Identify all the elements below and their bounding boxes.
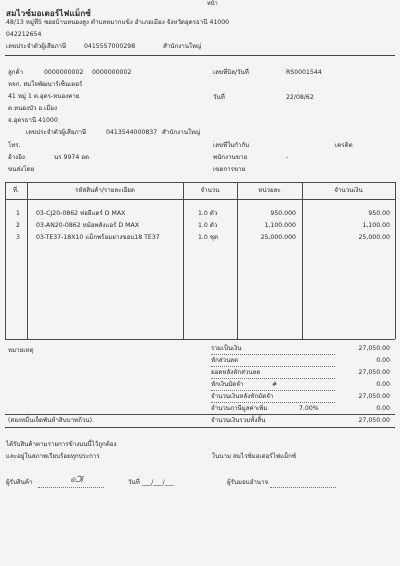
doc-number-label: เลขที่บิล/วันที่ <box>213 69 249 76</box>
doc-credit-label: เครดิต <box>335 142 353 149</box>
total-value-subtotal: 27,050.00 <box>358 345 390 352</box>
receiver-signature-line <box>38 487 104 488</box>
total-label-subtotal: รวมเป็นเงิน <box>211 345 242 352</box>
doc-due-label: เขตการขาย <box>213 166 246 173</box>
col-header-desc: รหัสสินค้า/รายละเอียด <box>75 187 135 194</box>
footer-note-2: และอยู่ในสภาพเรียบร้อยทุกประการ <box>6 453 100 460</box>
receiver-signature: ၜ౫ <box>70 474 83 485</box>
row-desc: 03-AN20-0862 หม้อพลังแอร์ D MAX <box>36 222 139 229</box>
company-tax-label: เลขประจำตัวผู้เสียภาษี <box>6 43 67 50</box>
col-header-unit: หน่วยละ <box>258 187 281 194</box>
authorized-signature-line <box>270 487 336 488</box>
receiver-date-label: วันที่ <box>128 479 140 486</box>
header-divider <box>5 55 395 56</box>
row-qty: 1.0 ชุด <box>198 234 219 241</box>
authorized-label: ผู้รับมอบอำนาจ <box>227 479 269 486</box>
row-no: 3 <box>16 234 20 241</box>
total-value-discount: 0.00 <box>376 357 390 364</box>
amount-in-words: (สองหมื่นเจ็ดพันห้าสิบบาทถ้วน). <box>8 417 94 424</box>
row-amount: 950.00 <box>368 210 390 217</box>
customer-name: หจก. สมใจพัฒนาร์เซ็นเตอร์ <box>8 81 83 88</box>
deposit-hash: # <box>272 381 278 388</box>
row-qty: 1.0 ตัว <box>198 222 218 229</box>
col-header-amount: จำนวนเงิน <box>334 187 363 194</box>
doc-date-label: วันที่ <box>213 94 225 101</box>
customer-tax-label: เลขประจำตัวผู้เสียภาษี <box>26 129 87 136</box>
footer-note-1: ได้รับสินค้าตามรายการข้างบนนี้ไว้ถูกต้อง <box>6 441 117 448</box>
customer-ref-label: อ้างอิง <box>8 154 25 161</box>
doc-salesman-label: พนักงานขาย <box>213 154 248 161</box>
total-label-after-discount: ยอดหลังหักส่วนลด <box>211 369 261 376</box>
customer-code-label: ลูกค้า <box>8 69 24 76</box>
col-header-no: ที่. <box>12 187 20 194</box>
doc-date: 22/08/62 <box>286 94 314 101</box>
company-address: 48/13 หมู่ที่5 ซอยบ้านหนองสูง ตำบลหมากแข้ง อำเภอเมือง จังหวัดอุดรธานี 41000 <box>6 19 230 26</box>
customer-code2: 0000000002 <box>92 69 132 76</box>
total-value-after-discount: 27,050.00 <box>358 369 390 376</box>
company-phone: 042212654 <box>6 31 42 38</box>
customer-tax-id: 0413544000837 <box>106 129 158 136</box>
vat-rate: 7.00% <box>299 405 319 412</box>
row-amount: 25,000.00 <box>358 234 390 241</box>
row-qty: 1.0 ตัว <box>198 210 218 217</box>
total-label-discount: หักส่วนลด <box>211 357 239 364</box>
total-label-vat: จำนวนภาษีมูลค่าเพิ่ม <box>211 405 268 412</box>
row-desc: 03-TE37-18X10 แม็กพร้อมยางขอบ18 TE37 <box>36 234 160 241</box>
row-amount: 1,100.00 <box>362 222 390 229</box>
doc-number: RS0001544 <box>286 69 322 76</box>
footer-company-line: ในนาม สมไวซ์มอเตอร์ไฟแม็กซ์ <box>212 453 297 460</box>
total-value-deposit: 0.00 <box>376 381 390 388</box>
receiver-label: ผู้รับสินค้า <box>6 479 33 486</box>
customer-address-1: 41 หมู่ 1 ต.อุดร-หนองคาย <box>8 93 80 100</box>
row-desc: 03-CJ20-0862 ท่อยีแดร์ D MAX <box>36 210 126 217</box>
total-label-grand: จำนวนเงินรวมทั้งสิ้น <box>211 417 266 424</box>
customer-ship-label: ขนส่งโดย <box>8 166 35 173</box>
company-tax-id: 0415557000298 <box>84 43 136 50</box>
customer-address-3: จ.อุดรธานี 41000 <box>8 117 58 124</box>
row-unit-price: 25,000.000 <box>260 234 296 241</box>
row-unit-price: 950.000 <box>270 210 296 217</box>
row-unit-price: 1,100.000 <box>264 222 296 229</box>
customer-ref-value: นร 9974 อด <box>54 154 89 161</box>
customer-phone-label: โทร. <box>8 142 21 149</box>
doc-taxinvoice-label: เลขที่ใบกำกับ <box>213 142 250 149</box>
total-label-after-deposit: จำนวนเงินหลังหักมัดจำ <box>211 393 274 400</box>
customer-code: 0000000002 <box>44 69 84 76</box>
total-value-vat: 0.00 <box>376 405 390 412</box>
receiver-date-blank: ___/___/___ <box>142 479 175 486</box>
col-header-qty: จำนวน <box>200 187 220 194</box>
company-name: สมไวซ์มอเตอร์ไฟแม็กซ์ <box>6 9 92 18</box>
customer-branch: สำนักงานใหญ่ <box>162 129 201 136</box>
total-value-grand: 27,050.00 <box>358 417 390 424</box>
row-no: 2 <box>16 222 20 229</box>
total-value-after-deposit: 27,050.00 <box>358 393 390 400</box>
remark-label: หมายเหตุ <box>8 347 34 354</box>
page-mark: หน้า <box>207 1 218 7</box>
company-branch: สำนักงานใหญ่ <box>163 43 202 50</box>
row-no: 1 <box>16 210 20 217</box>
doc-salesman: - <box>286 154 289 161</box>
customer-address-2: ต.หนองบัว อ.เมือง <box>8 105 58 112</box>
total-label-deposit: หักเงินมัดจำ <box>211 381 244 388</box>
